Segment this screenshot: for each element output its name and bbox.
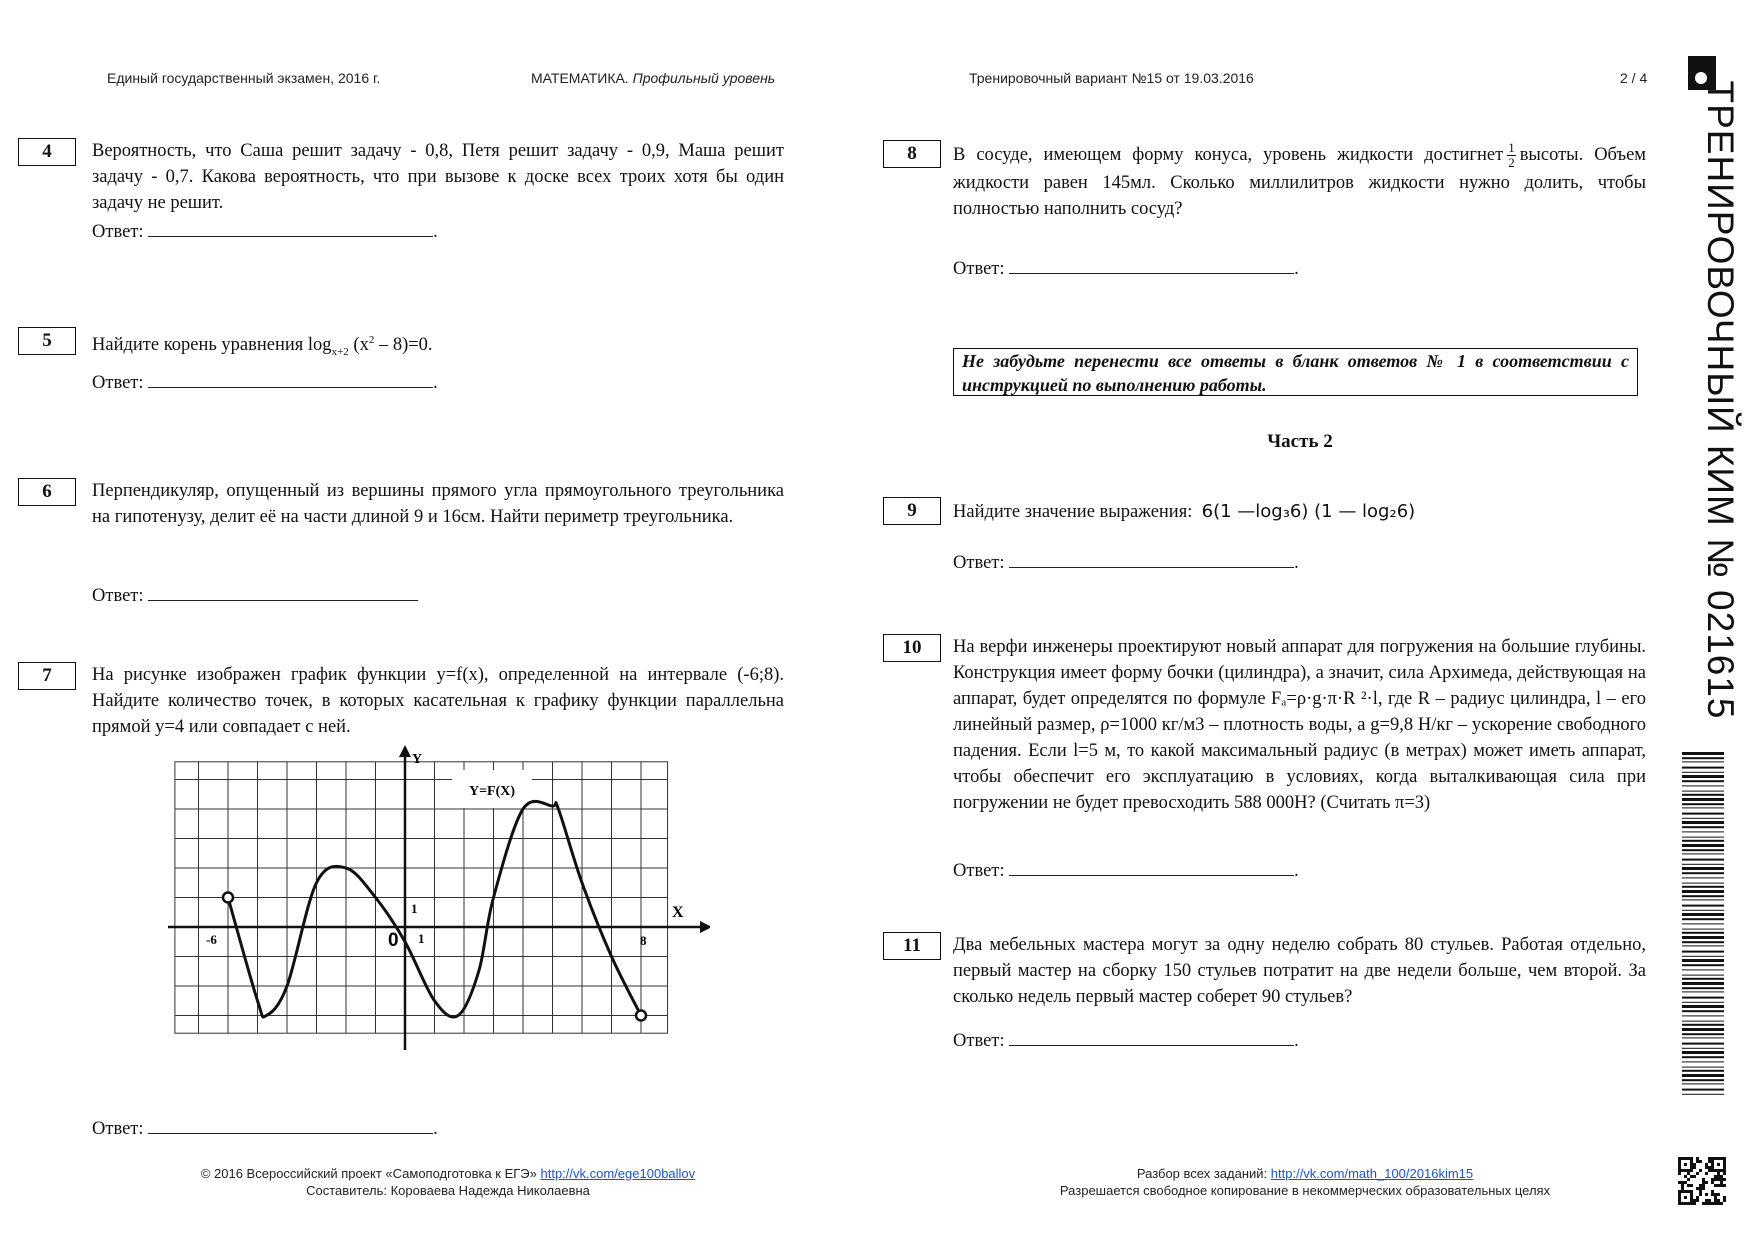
barcode-bar — [1682, 987, 1724, 989]
footer-review: Разбор всех заданий: — [1136, 1166, 1268, 1181]
endpoint-left — [223, 893, 233, 903]
barcode-bar — [1682, 951, 1724, 953]
task-10-text: На верфи инженеры проектируют новый аппарат для погружения на большие глубины. Конструкция имеет форму бочки (цилиндра), а значит, сила Архимеда, действующая на аппарат, будет определятся по формуле Fₐ=ρ·g·π·R ²·l, где R – радиус цилиндра, l – его линейный размер, ρ=1000 кг/м3 – плотность воды, а g=9,8 Н/кг – ускорение свободного падения. Если l=5 м, то какой максимальный радиус (в метрах) может иметь аппарат, чтобы обеспечит его эксплуатацию в условиях, когда выталкивающая сила при погружении не будет превосходить 588 000Н? (Считать π=3) — [953, 637, 1646, 813]
qr-module — [1705, 1181, 1708, 1184]
qr-code-icon — [1678, 1157, 1726, 1205]
qr-module — [1702, 1181, 1705, 1184]
y-axis-label: Y — [412, 752, 423, 767]
barcode-bar — [1682, 864, 1724, 865]
qr-module — [1702, 1184, 1705, 1187]
endpoint-right — [636, 1011, 646, 1021]
qr-module — [1720, 1169, 1723, 1172]
qr-module — [1678, 1190, 1681, 1193]
qr-module — [1723, 1169, 1726, 1172]
task-8-text-post: высоты. Объем жидкости равен 145мл. Сколько миллилитров жидкости нужно долить, чтобы полностью наполнить сосуд? — [953, 144, 1646, 219]
task-6-answer[interactable] — [92, 584, 418, 608]
qr-module — [1693, 1199, 1696, 1202]
qr-module — [1678, 1193, 1681, 1196]
qr-module — [1720, 1181, 1723, 1184]
footer-left-line1 — [201, 1165, 695, 1182]
qr-module — [1687, 1184, 1690, 1187]
qr-module — [1690, 1160, 1693, 1163]
qr-module — [1702, 1202, 1705, 1205]
qr-module — [1717, 1184, 1720, 1187]
barcode-bar — [1682, 890, 1724, 893]
task-8-text-pre: В сосуде, имеющем форму конуса, уровень жидкости достигнет — [953, 144, 1504, 165]
qr-module — [1690, 1175, 1693, 1178]
task-7-text: На рисунке изображен график функции y=f(x), определенной на интервале (-6;8). Найдите количество точек, в которых касательная к графику функции параллельна прямой y=4 или совпадает с ней. — [92, 665, 784, 737]
barcode-bar — [1682, 969, 1724, 970]
answer-label: Ответ: — [953, 861, 1005, 881]
qr-module — [1711, 1157, 1714, 1160]
qr-module — [1711, 1160, 1714, 1163]
barcode-bar — [1682, 1033, 1724, 1035]
footer-right-link[interactable]: http://vk.com/math_100/2016kim15 — [1270, 1166, 1474, 1181]
qr-module — [1681, 1157, 1684, 1160]
tick-label-x-neg: -6 — [206, 932, 217, 947]
barcode-bar — [1682, 1048, 1724, 1049]
qr-module — [1711, 1163, 1714, 1166]
function-graph — [160, 745, 710, 1055]
barcode-bar — [1682, 859, 1724, 861]
task-6-text: Перпендикуляр, опущенный из вершины прямого угла прямоугольного треугольника на гипотенузу, делит её на части длиной 9 и 16см. Найти периметр треугольника. — [92, 481, 784, 527]
barcode-bar — [1682, 853, 1724, 854]
barcode-bar — [1682, 1005, 1724, 1008]
barcode-icon — [1682, 752, 1724, 1102]
barcode-bar — [1682, 1037, 1724, 1038]
qr-module — [1681, 1184, 1684, 1187]
qr-module — [1723, 1196, 1726, 1199]
barcode-bar — [1682, 752, 1724, 755]
barcode-bar — [1682, 780, 1724, 782]
qr-module — [1690, 1193, 1693, 1196]
qr-module — [1684, 1190, 1687, 1193]
barcode-bar — [1682, 1074, 1724, 1077]
qr-module — [1717, 1175, 1720, 1178]
qr-module — [1720, 1175, 1723, 1178]
barcode-bar — [1682, 807, 1724, 808]
barcode-bar — [1682, 1010, 1724, 1012]
qr-module — [1690, 1196, 1693, 1199]
task-number-10: 10 — [883, 634, 941, 662]
qr-module — [1723, 1184, 1726, 1187]
qr-module — [1708, 1202, 1711, 1205]
barcode-bar — [1682, 821, 1724, 824]
qr-module — [1684, 1175, 1687, 1178]
header-level: Профильный уровень — [632, 70, 776, 86]
qr-module — [1699, 1160, 1702, 1163]
barcode-bar — [1682, 849, 1724, 851]
qr-module — [1690, 1202, 1693, 1205]
qr-module — [1684, 1196, 1687, 1199]
qr-module — [1711, 1169, 1714, 1172]
task-9-text — [953, 499, 1646, 525]
barcode-bar — [1682, 1061, 1724, 1062]
qr-module — [1723, 1199, 1726, 1202]
qr-module — [1681, 1187, 1684, 1190]
task-8-answer[interactable]: Ответ: . — [953, 259, 1299, 279]
qr-module — [1690, 1163, 1693, 1166]
part-2-heading: Часть 2 — [1267, 431, 1333, 452]
qr-module — [1681, 1181, 1684, 1184]
task-5-power: 2 — [368, 334, 375, 346]
qr-module — [1708, 1169, 1711, 1172]
task-8-fraction — [1507, 141, 1516, 170]
footer-left-link[interactable]: http://vk.com/ege100ballov — [540, 1166, 696, 1181]
barcode-bar — [1682, 936, 1724, 939]
notice-box: Не забудьте перенести все ответы в бланк ответов № 1 в соответствии с инструкцией по выполнению работы. — [953, 348, 1638, 396]
barcode-bar — [1682, 791, 1724, 792]
task-9-expression: 6(1 —log₃6) (1 — log₂6) — [1201, 501, 1416, 522]
barcode-bar — [1682, 1024, 1724, 1026]
header-page-number: 2 / 4 — [1620, 70, 1648, 86]
qr-module — [1723, 1157, 1726, 1160]
y-axis-arrow — [399, 745, 411, 757]
qr-module — [1678, 1199, 1681, 1202]
tick-label-x-one: 1 — [418, 931, 425, 946]
answer-line[interactable] — [148, 222, 433, 237]
qr-module — [1708, 1166, 1711, 1169]
answer-label: Ответ: — [953, 1031, 1005, 1051]
qr-module — [1705, 1202, 1708, 1205]
qr-module — [1681, 1169, 1684, 1172]
barcode-bar — [1682, 826, 1724, 828]
qr-module — [1714, 1157, 1717, 1160]
barcode-bar — [1682, 1067, 1724, 1068]
barcode-bar — [1682, 1028, 1724, 1031]
barcode-bar — [1682, 918, 1724, 920]
barcode-bar — [1682, 761, 1724, 762]
graph-grid — [175, 762, 668, 1033]
qr-module — [1720, 1178, 1723, 1181]
qr-module — [1696, 1160, 1699, 1163]
answer-label: Ответ: — [92, 373, 144, 393]
header-subject — [531, 70, 775, 86]
tick-label-x-pos: 8 — [640, 933, 647, 948]
qr-module — [1678, 1163, 1681, 1166]
qr-module — [1687, 1190, 1690, 1193]
barcode-bar — [1682, 895, 1724, 897]
task-5-text-pre: Найдите корень уравнения log — [92, 335, 332, 356]
task-number-5: 5 — [18, 327, 76, 355]
qr-module — [1678, 1157, 1681, 1160]
barcode-bar — [1682, 1070, 1724, 1072]
barcode-bar — [1682, 982, 1724, 985]
qr-module — [1678, 1196, 1681, 1199]
qr-module — [1708, 1199, 1711, 1202]
barcode-bar — [1682, 1094, 1724, 1095]
qr-module — [1681, 1190, 1684, 1193]
qr-module — [1678, 1169, 1681, 1172]
qr-module — [1714, 1196, 1717, 1199]
qr-module — [1684, 1202, 1687, 1205]
qr-module — [1723, 1160, 1726, 1163]
barcode-bar — [1682, 997, 1724, 999]
barcode-bar — [1682, 1015, 1724, 1016]
header-variant: Тренировочный вариант №15 от 19.03.2016 — [969, 70, 1254, 86]
qr-module — [1714, 1178, 1717, 1181]
task-10-answer[interactable]: Ответ: . — [953, 861, 1299, 881]
footer-compiler: Составитель: Короваева Надежда Николаевна — [306, 1183, 590, 1198]
qr-module — [1720, 1157, 1723, 1160]
task-9-prompt: Найдите значение выражения: — [953, 502, 1193, 522]
barcode-bar — [1682, 785, 1724, 786]
qr-module — [1723, 1178, 1726, 1181]
task-number-8: 8 — [883, 140, 941, 168]
barcode-bar — [1682, 929, 1724, 930]
barcode-bar — [1682, 840, 1724, 842]
answer-line[interactable] — [148, 586, 418, 601]
x-axis-arrow — [700, 921, 710, 933]
qr-module — [1690, 1169, 1693, 1172]
qr-module — [1699, 1187, 1702, 1190]
barcode-bar — [1682, 991, 1724, 992]
barcode-bar — [1682, 910, 1724, 911]
qr-module — [1723, 1166, 1726, 1169]
barcode-bar — [1682, 886, 1724, 888]
task-7-answer[interactable]: Ответ: . — [92, 1119, 438, 1139]
sidebar-kim-title: ТРЕНИРОВОЧНЫЙ КИМ № 021615 — [1700, 80, 1741, 720]
qr-module — [1699, 1193, 1702, 1196]
qr-module — [1714, 1169, 1717, 1172]
answer-label: Ответ: — [92, 222, 144, 242]
task-4-text: Вероятность, что Саша решит задачу - 0,8, Петя решит задачу - 0,9, Маша решит задачу - 0,7. Какова вероятность, что при вызове к доске всех троих хотя бы один задачу не решит. — [92, 141, 784, 213]
barcode-bar — [1682, 1056, 1724, 1058]
qr-module — [1717, 1172, 1720, 1175]
barcode-bar — [1682, 1079, 1724, 1081]
qr-module — [1693, 1202, 1696, 1205]
qr-module — [1693, 1163, 1696, 1166]
barcode-bar — [1682, 964, 1724, 966]
qr-module — [1711, 1202, 1714, 1205]
task-number-11: 11 — [883, 932, 941, 960]
fraction-denominator: 2 — [1508, 155, 1515, 170]
answer-label: Ответ: — [92, 586, 144, 606]
qr-module — [1690, 1184, 1693, 1187]
footer-project: © 2016 Всероссийский проект «Самоподготовка к ЕГЭ» — [200, 1166, 537, 1181]
qr-module — [1699, 1169, 1702, 1172]
qr-module — [1705, 1166, 1708, 1169]
barcode-bar — [1682, 867, 1724, 870]
barcode-bar — [1682, 1051, 1724, 1054]
qr-module — [1714, 1193, 1717, 1196]
qr-module — [1720, 1202, 1723, 1205]
qr-module — [1714, 1199, 1717, 1202]
tick-label-y-one: 1 — [411, 901, 418, 916]
task-5-text-end: – 8)=0. — [374, 335, 433, 356]
barcode-bar — [1682, 803, 1724, 805]
task-number-4: 4 — [18, 138, 76, 166]
qr-module — [1696, 1199, 1699, 1202]
barcode-bar — [1682, 1043, 1724, 1045]
qr-module — [1708, 1157, 1711, 1160]
fraction-numerator: 1 — [1508, 140, 1515, 155]
barcode-bar — [1682, 767, 1724, 769]
barcode-bar — [1682, 932, 1724, 934]
barcode-bar — [1682, 978, 1724, 980]
qr-module — [1711, 1190, 1714, 1193]
task-4-answer[interactable]: Ответ: . — [92, 222, 438, 242]
answer-line[interactable] — [1009, 1031, 1294, 1046]
barcode-bar — [1682, 1002, 1724, 1003]
qr-module — [1702, 1187, 1705, 1190]
qr-module — [1717, 1199, 1720, 1202]
barcode-bar — [1682, 905, 1724, 907]
barcode-bar — [1682, 945, 1724, 946]
barcode-bar — [1682, 883, 1724, 884]
barcode-bar — [1682, 1083, 1724, 1084]
qr-module — [1690, 1199, 1693, 1202]
qr-module — [1687, 1202, 1690, 1205]
qr-module — [1687, 1157, 1690, 1160]
qr-module — [1678, 1160, 1681, 1163]
x-axis-label: X — [672, 904, 684, 921]
qr-module — [1690, 1157, 1693, 1160]
qr-module — [1687, 1172, 1690, 1175]
barcode-bar — [1682, 831, 1724, 832]
answer-label: Ответ: — [92, 1119, 144, 1139]
qr-module — [1696, 1196, 1699, 1199]
qr-module — [1678, 1172, 1681, 1175]
qr-module — [1687, 1169, 1690, 1172]
task-number-7: 7 — [18, 662, 76, 690]
barcode-bar — [1682, 923, 1724, 924]
barcode-bar — [1682, 1089, 1724, 1091]
answer-line[interactable] — [1009, 861, 1294, 876]
barcode-bar — [1682, 775, 1724, 778]
barcode-bar — [1682, 794, 1724, 796]
qr-module — [1717, 1169, 1720, 1172]
qr-module — [1711, 1166, 1714, 1169]
answer-label: Ответ: — [953, 259, 1005, 279]
footer-right — [1060, 1165, 1550, 1199]
barcode-bar — [1682, 941, 1724, 943]
barcode-bar — [1682, 1021, 1724, 1022]
barcode-bar — [1682, 813, 1724, 815]
answer-label: Ответ: — [953, 553, 1005, 573]
qr-module — [1696, 1172, 1699, 1175]
qr-module — [1723, 1163, 1726, 1166]
qr-module — [1714, 1175, 1717, 1178]
qr-module — [1714, 1184, 1717, 1187]
footer-license: Разрешается свободное копирование в некоммерческих образовательных целях — [1059, 1183, 1551, 1198]
barcode-bar — [1682, 975, 1724, 976]
qr-module — [1705, 1199, 1708, 1202]
qr-module — [1717, 1193, 1720, 1196]
qr-module — [1690, 1190, 1693, 1193]
qr-module — [1711, 1178, 1714, 1181]
task-11-answer[interactable]: Ответ: . — [953, 1031, 1299, 1051]
qr-module — [1717, 1178, 1720, 1181]
barcode-bar — [1682, 757, 1724, 759]
task-5-log-base: x+2 — [331, 345, 349, 358]
qr-module — [1678, 1166, 1681, 1169]
qr-module — [1684, 1181, 1687, 1184]
qr-module — [1711, 1193, 1714, 1196]
task-8-text — [953, 141, 1646, 222]
barcode-bar — [1682, 844, 1724, 847]
task-11-text: Два мебельных мастера могут за одну неделю собрать 80 стульев. Работая отдельно, первый мастер на сборку 150 стульев потратит на две недели больше, чем второй. За сколько недель первый мастер соберет 90 стульев? — [953, 935, 1646, 1007]
task-5-answer[interactable]: Ответ: . — [92, 373, 438, 393]
qr-module — [1684, 1163, 1687, 1166]
qr-module — [1708, 1160, 1711, 1163]
barcode-bar — [1682, 818, 1724, 819]
qr-module — [1690, 1166, 1693, 1169]
qr-module — [1723, 1172, 1726, 1175]
task-number-6: 6 — [18, 478, 76, 506]
qr-module — [1699, 1190, 1702, 1193]
qr-module — [1687, 1178, 1690, 1181]
qr-module — [1711, 1181, 1714, 1184]
qr-module — [1702, 1178, 1705, 1181]
qr-module — [1699, 1184, 1702, 1187]
header-subject-name: МАТЕМАТИКА. — [531, 70, 629, 86]
footer-left — [201, 1165, 695, 1199]
qr-module — [1717, 1202, 1720, 1205]
tick-label-origin: 0 — [388, 930, 399, 951]
answer-line[interactable] — [1009, 259, 1294, 274]
header-exam: Единый государственный экзамен, 2016 г. — [107, 70, 381, 86]
barcode-bar — [1682, 913, 1724, 916]
qr-module — [1717, 1163, 1720, 1166]
qr-module — [1696, 1187, 1699, 1190]
qr-module — [1684, 1169, 1687, 1172]
answer-line[interactable] — [1009, 553, 1294, 568]
answer-line[interactable] — [148, 373, 433, 388]
qr-module — [1693, 1175, 1696, 1178]
qr-module — [1684, 1157, 1687, 1160]
qr-module — [1705, 1193, 1708, 1196]
barcode-bar — [1682, 872, 1724, 874]
task-9-answer[interactable]: Ответ: . — [953, 553, 1299, 573]
qr-module — [1714, 1202, 1717, 1205]
qr-module — [1681, 1202, 1684, 1205]
footer-right-line1 — [1060, 1165, 1550, 1182]
qr-module — [1678, 1202, 1681, 1205]
qr-module — [1693, 1166, 1696, 1169]
barcode-bar — [1682, 837, 1724, 838]
qr-module — [1705, 1163, 1708, 1166]
barcode-bar — [1682, 798, 1724, 801]
qr-module — [1678, 1181, 1681, 1184]
barcode-bar — [1682, 956, 1724, 957]
task-number-9: 9 — [883, 497, 941, 525]
barcode-bar — [1682, 772, 1724, 773]
barcode-bar — [1682, 959, 1724, 962]
task-5-text — [92, 327, 784, 365]
qr-module — [1720, 1184, 1723, 1187]
graph-title: Y=F(X) — [468, 784, 516, 799]
task-5-text-post: (x — [353, 335, 369, 356]
answer-line[interactable] — [148, 1119, 433, 1134]
barcode-bar — [1682, 899, 1724, 900]
barcode-bar — [1682, 877, 1724, 878]
qr-module — [1696, 1157, 1699, 1160]
qr-module — [1705, 1172, 1708, 1175]
qr-module — [1717, 1157, 1720, 1160]
